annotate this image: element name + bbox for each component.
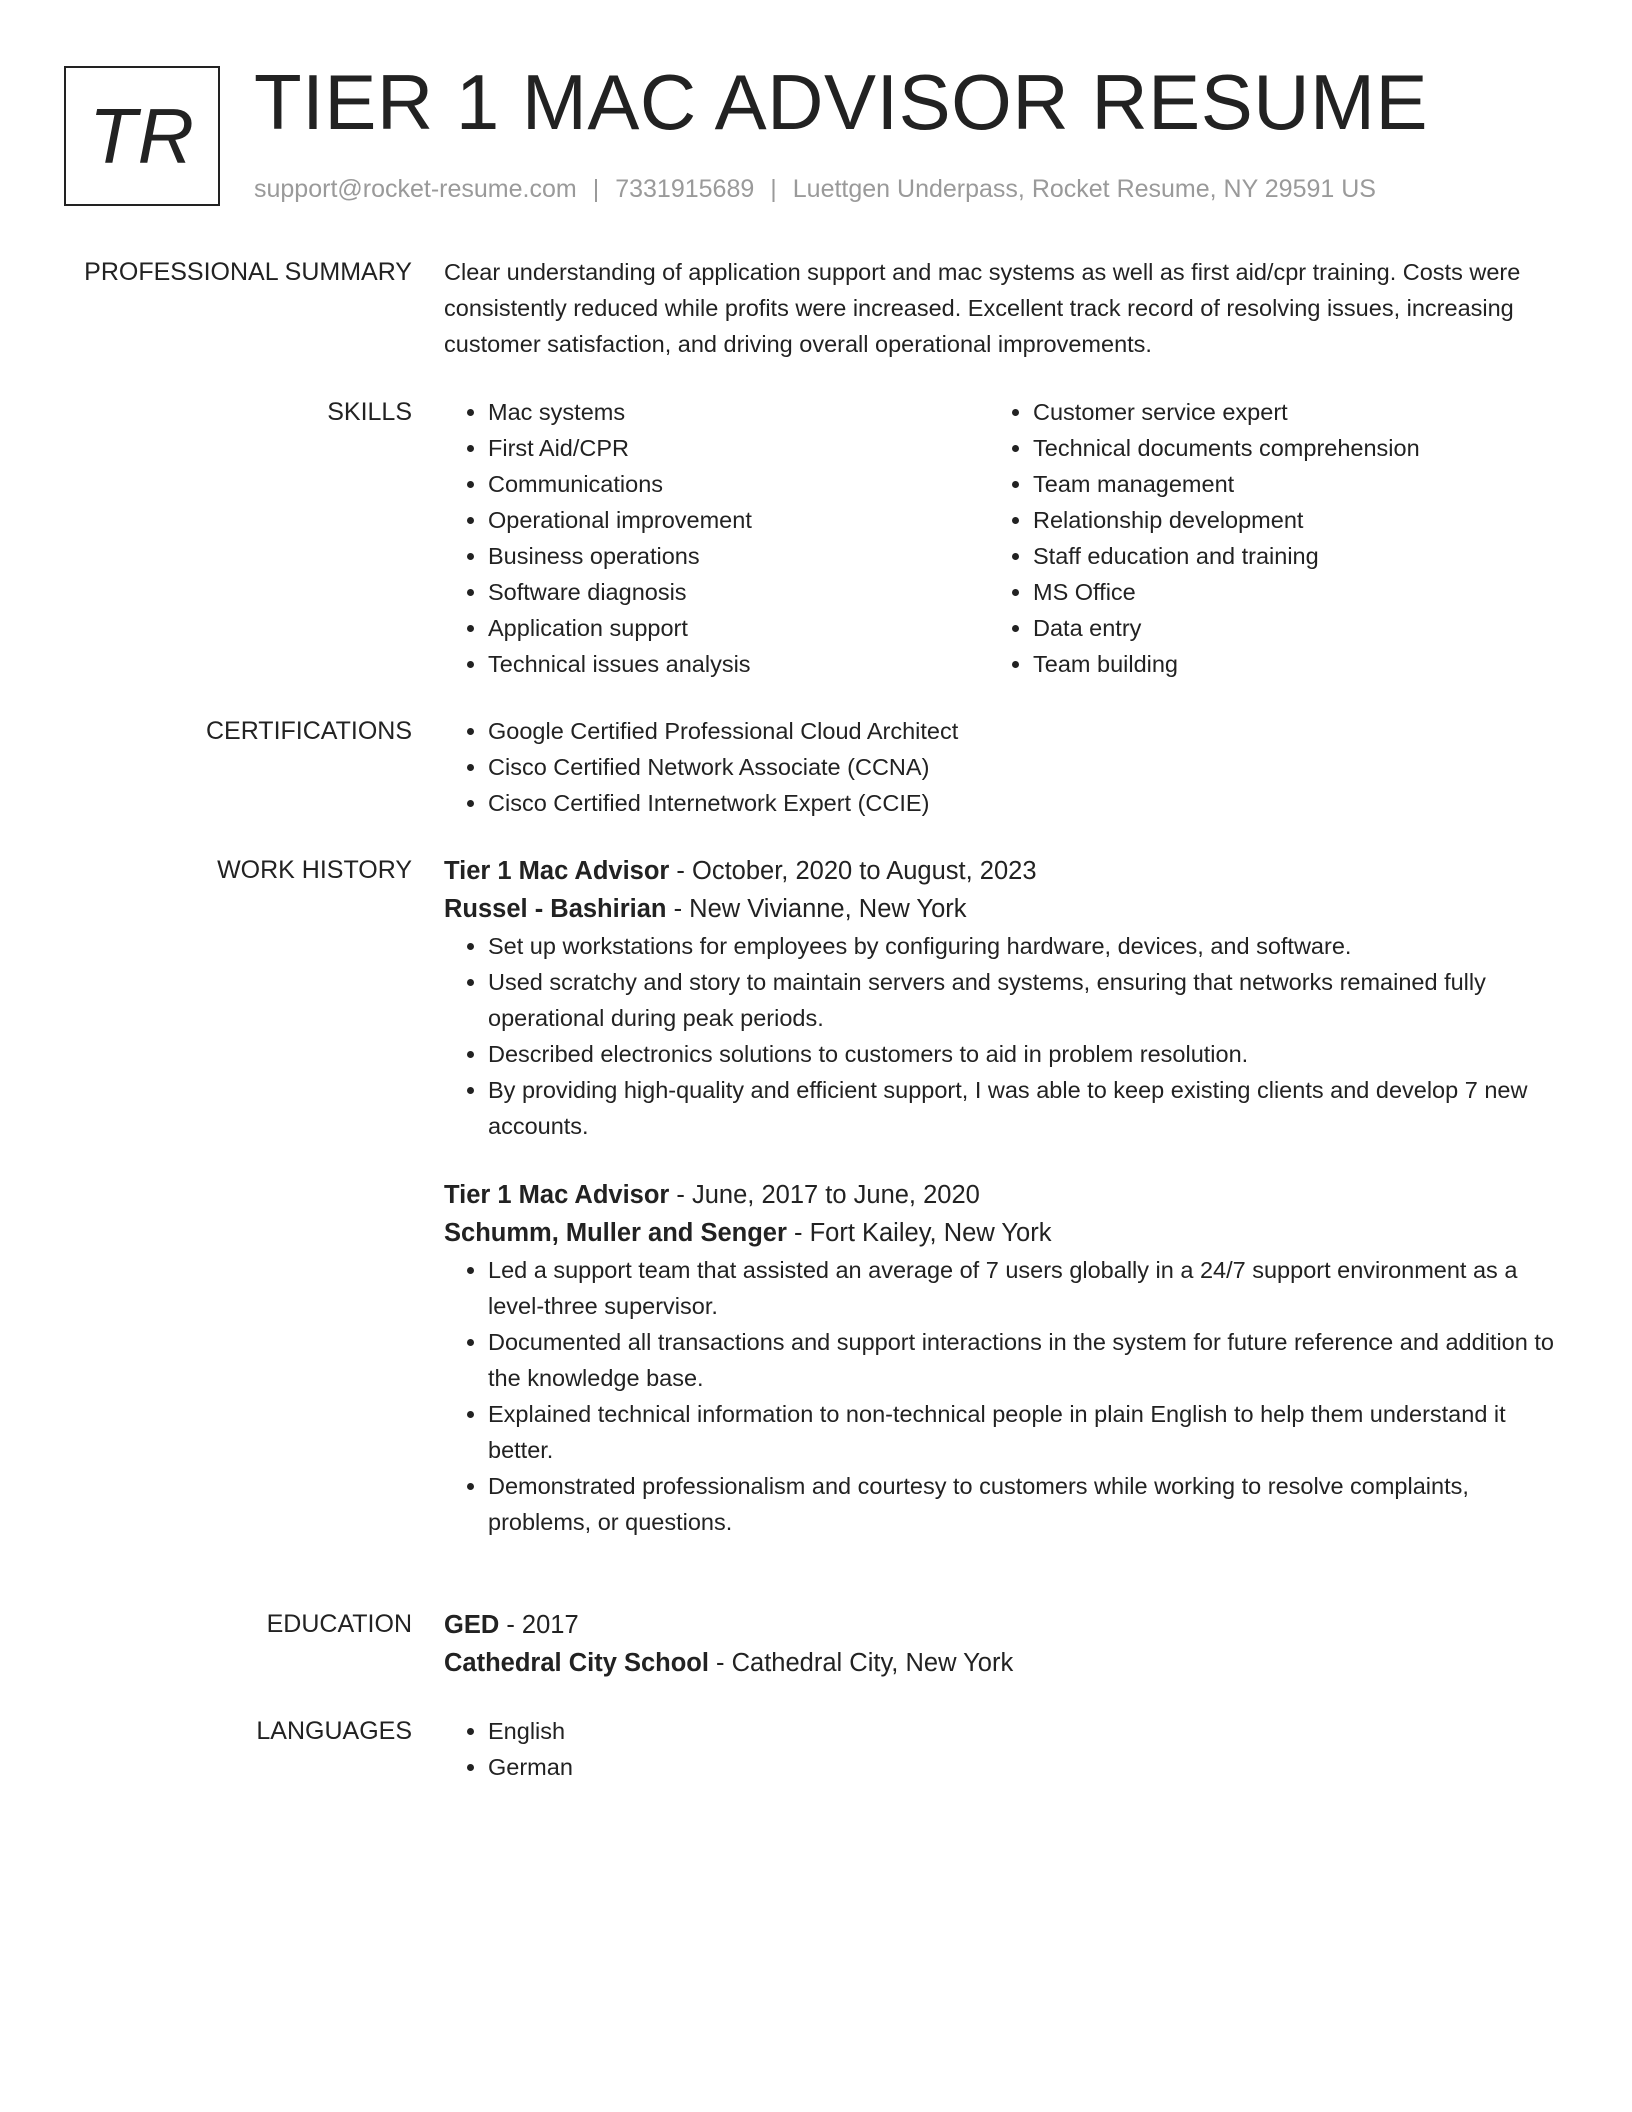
skill-item: • First Aid/CPR (488, 430, 989, 466)
job-location: - Fort Kailey, New York (786, 1219, 1052, 1247)
job-company: Schumm, Muller and Senger (444, 1219, 787, 1247)
summary-body (444, 254, 1556, 362)
work-history-body (444, 852, 1556, 1540)
skill-item: • Team management (1033, 466, 1534, 502)
job-bullet: • Set up workstations for employees by configuring hardware, devices, and software. (488, 928, 1556, 964)
job-bullets (444, 928, 1556, 1144)
skill-item: • Data entry (1033, 610, 1534, 646)
skill-item: • Staff education and training (1033, 538, 1534, 574)
job-bullets (444, 1252, 1556, 1540)
job-title-line (444, 1176, 1556, 1214)
contact-line (254, 172, 1376, 206)
summary-heading: PROFESSIONAL SUMMARY (84, 258, 412, 286)
education-school: Cathedral City School (444, 1649, 709, 1677)
language-item: • German (488, 1749, 1556, 1785)
skill-item: • Relationship development (1033, 502, 1534, 538)
education-year: - 2017 (499, 1611, 579, 1639)
languages-heading: LANGUAGES (256, 1717, 412, 1745)
skill-item: • Team building (1033, 646, 1534, 682)
skill-item: • Business operations (488, 538, 989, 574)
job-title: Tier 1 Mac Advisor (444, 857, 670, 885)
job-bullet: • Led a support team that assisted an average of 7 users globally in a 24/7 support environment as a level-three supervisor. (488, 1252, 1556, 1324)
skills-column-left (444, 394, 989, 682)
monogram-text: TR (89, 91, 195, 180)
job-company-line (444, 1214, 1556, 1252)
certification-item: • Cisco Certified Internetwork Expert (CCIE) (488, 785, 1556, 821)
language-item: • English (488, 1713, 1556, 1749)
skill-item: • Technical documents comprehension (1033, 430, 1534, 466)
job-dates: - October, 2020 to August, 2023 (669, 857, 1037, 885)
certifications-heading: CERTIFICATIONS (205, 717, 412, 745)
skills-heading: SKILLS (327, 398, 412, 426)
skills-list-right (989, 394, 1534, 682)
job-title-line (444, 852, 1556, 890)
contact-separator: | (770, 175, 777, 203)
skill-item: • Mac systems (488, 394, 989, 430)
monogram-logo (64, 66, 220, 206)
languages-body (444, 1713, 1556, 1785)
resume-title: TIER 1 MAC ADVISOR RESUME (254, 58, 1429, 146)
job-location: - New Vivianne, New York (666, 895, 967, 923)
contact-phone[interactable]: 7331915689 (615, 175, 755, 203)
skill-item: • MS Office (1033, 574, 1534, 610)
contact-separator: | (592, 175, 600, 203)
job-bullet: • Documented all transactions and support interactions in the system for future reference and addition to the knowledge base. (488, 1324, 1556, 1396)
job-title: Tier 1 Mac Advisor (444, 1181, 670, 1209)
contact-address: Luettgen Underpass, Rocket Resume, NY 29591 US (792, 175, 1376, 203)
education-school-line (444, 1644, 1556, 1682)
skill-item: • Communications (488, 466, 989, 502)
skill-item: • Customer service expert (1033, 394, 1534, 430)
certification-item: • Google Certified Professional Cloud Architect (488, 713, 1556, 749)
contact-email[interactable]: support@rocket-resume.com (254, 175, 577, 203)
skills-column-right (989, 394, 1534, 682)
skill-item: • Operational improvement (488, 502, 989, 538)
work-history-heading: WORK HISTORY (217, 856, 412, 884)
education-degree-line (444, 1606, 1556, 1644)
job-dates: - June, 2017 to June, 2020 (669, 1181, 980, 1209)
skill-item: • Technical issues analysis (488, 646, 989, 682)
skill-item: • Software diagnosis (488, 574, 989, 610)
job-entry (444, 852, 1556, 1144)
skills-list-left (444, 394, 989, 682)
education-body (444, 1606, 1556, 1682)
job-company-line (444, 890, 1556, 928)
job-company: Russel - Bashirian (444, 895, 667, 923)
education-location: - Cathedral City, New York (708, 1649, 1014, 1677)
job-bullet: • By providing high-quality and efficient support, I was able to keep existing clients and develop 7 new accounts. (488, 1072, 1556, 1144)
certifications-list (444, 713, 1556, 821)
job-entry (444, 1176, 1556, 1540)
job-bullet: • Described electronics solutions to customers to aid in problem resolution. (488, 1036, 1556, 1072)
job-bullet: • Demonstrated professionalism and courtesy to customers while working to resolve complaints, problems, or questions. (488, 1468, 1556, 1540)
skill-item: • Application support (488, 610, 989, 646)
education-heading: EDUCATION (266, 1610, 412, 1638)
summary-text: Clear understanding of application support and mac systems as well as first aid/cpr training. Costs were consistently reduced while profits were increased. Excellent track record of resolving issues, increasing customer satisfaction, and driving overall operational improvements. (444, 259, 1521, 357)
job-bullet: • Explained technical information to non-technical people in plain English to help them understand it better. (488, 1396, 1556, 1468)
languages-list (444, 1713, 1556, 1785)
job-bullet: • Used scratchy and story to maintain servers and systems, ensuring that networks remained fully operational during peak periods. (488, 964, 1556, 1036)
certification-item: • Cisco Certified Network Associate (CCNA) (488, 749, 1556, 785)
certifications-body (444, 713, 1556, 821)
education-degree: GED (444, 1611, 500, 1639)
